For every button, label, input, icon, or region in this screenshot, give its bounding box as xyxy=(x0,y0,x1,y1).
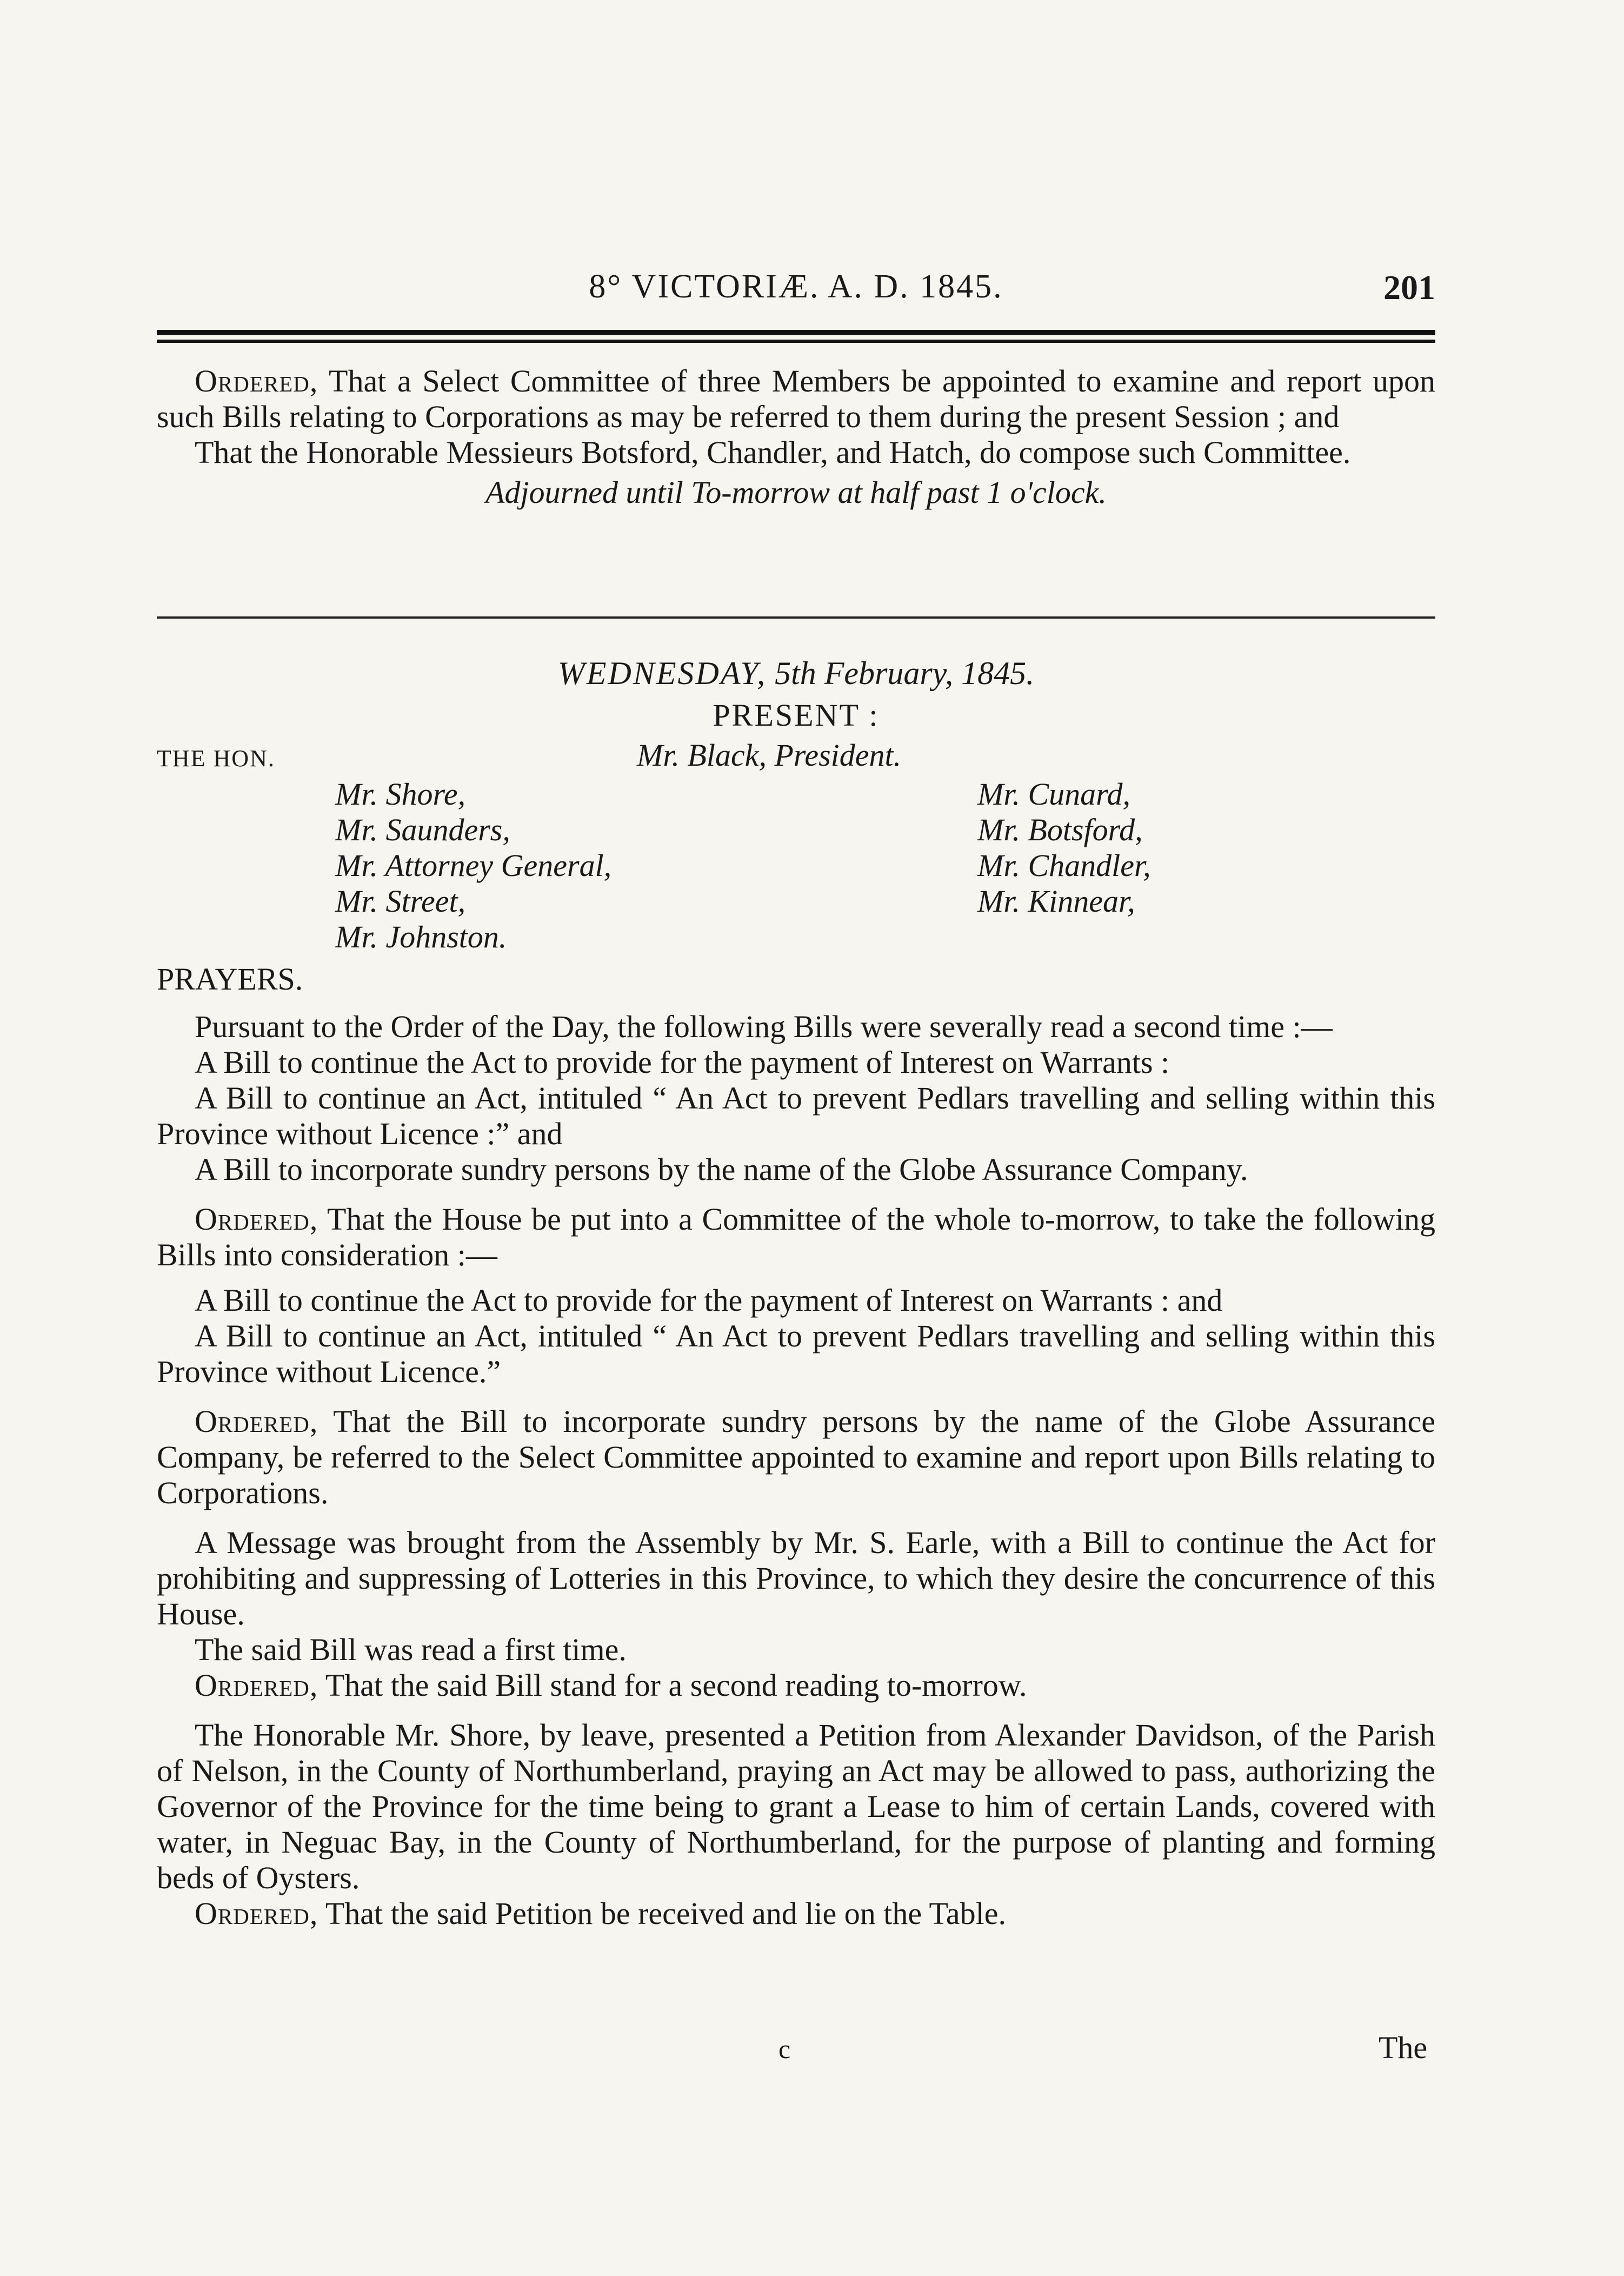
the-hon-label: THE HON. xyxy=(157,745,275,772)
page-number: 201 xyxy=(1383,268,1435,307)
prayers-heading: PRAYERS. xyxy=(157,961,303,997)
bill-item: A Bill to continue an Act, intituled “ An Act to prevent Pedlars travelling and selling within this Province without Licence :” and xyxy=(157,1080,1435,1151)
first-reading-line: The said Bill was read a first time. xyxy=(195,1632,627,1667)
committee-composition: That the Honorable Messieurs Botsford, Chandler, and Hatch, do compose such Committee. xyxy=(195,435,1351,470)
member-name: Mr. Attorney General, xyxy=(335,848,612,883)
ordered-text: That the said Petition be received and lie on the Table. xyxy=(318,1896,1007,1931)
members-left-column xyxy=(335,777,611,955)
present-heading: PRESENT : xyxy=(713,698,880,733)
prev-day-section xyxy=(157,363,1435,510)
bill-item: A Bill to continue the Act to provide for the payment of Interest on Warrants : xyxy=(195,1045,1170,1080)
ordered-text: That a Select Committee of three Members be appointed to examine and report upon such Bills relating to Corporations as may be referred to them during the present Session ; and xyxy=(157,363,1435,434)
second-reading-paragraph: Pursuant to the Order of the Day, the following Bills were severally read a second time :— xyxy=(195,1009,1333,1044)
section-divider xyxy=(157,616,1435,619)
ordered-label: Ordered, xyxy=(195,1896,318,1931)
bill-item: A Bill to incorporate sundry persons by the name of the Globe Assurance Company. xyxy=(195,1152,1248,1187)
ordered-paragraph xyxy=(157,1668,1435,1703)
adjournment-note: Adjourned until To-morrow at half past 1 o'clock. xyxy=(485,475,1107,510)
member-name: Mr. Shore, xyxy=(335,777,466,812)
member-name: Mr. Chandler, xyxy=(977,848,1151,883)
ordered-label: Ordered, xyxy=(195,1202,318,1237)
ordered-text: That the said Bill stand for a second reading to-morrow. xyxy=(318,1668,1027,1703)
date-weekday: WEDNESDAY, xyxy=(557,655,767,691)
bill-item: A Bill to continue an Act, intituled “ An Act to prevent Pedlars travelling and selling within this Province without Licence.” xyxy=(157,1318,1435,1389)
catchword: The xyxy=(1379,2030,1428,2065)
president-name: Mr. Black, President. xyxy=(637,738,902,773)
header-rule xyxy=(157,330,1435,343)
date-rest: 5th February, 1845. xyxy=(775,655,1035,691)
members-right-column xyxy=(977,777,1151,919)
page-header xyxy=(157,268,1435,316)
ordered-paragraph xyxy=(157,1202,1435,1273)
ordered-text: That the House be put into a Committee of the whole to-morrow, to take the following Bills into consideration :— xyxy=(157,1202,1435,1272)
ordered-paragraph xyxy=(157,1404,1435,1511)
member-name: Mr. Botsford, xyxy=(977,812,1143,847)
running-title: 8° VICTORIÆ. A. D. 1845. xyxy=(589,268,1003,305)
ordered-label: Ordered, xyxy=(195,1668,318,1703)
proceedings-body xyxy=(157,1009,1435,1932)
signature-mark: c xyxy=(778,2034,791,2064)
member-name: Mr. Johnston. xyxy=(335,919,507,954)
member-name: Mr. Saunders, xyxy=(335,812,510,847)
ordered-text: That the Bill to incorporate sundry persons by the name of the Globe Assurance Company, be referred to the Select Committee appointed to examine and report upon Bills relating to Corporations. xyxy=(157,1404,1435,1510)
ordered-label: Ordered, xyxy=(195,363,318,399)
day-heading xyxy=(157,655,1435,691)
member-name: Mr. Street, xyxy=(335,884,466,919)
ordered-label: Ordered, xyxy=(195,1404,318,1439)
member-name: Mr. Cunard, xyxy=(977,777,1131,812)
ordered-paragraph xyxy=(157,1896,1435,1932)
ordered-paragraph xyxy=(157,363,1435,435)
petition-paragraph: The Honorable Mr. Shore, by leave, presented a Petition from Alexander Davidson, of the Parish of Nelson, in the County of Northumberland, praying an Act may be allowed to pass, authorizing the Governor of the Province for the time being to grant a Lease to him of certain Lands, covered with water, in Neguac Bay, in the County of Northumberland, for the purpose of planting and forming beds of Oysters. xyxy=(157,1717,1435,1895)
member-name: Mr. Kinnear, xyxy=(977,884,1135,919)
bill-item: A Bill to continue the Act to provide for the payment of Interest on Warrants : and xyxy=(195,1283,1223,1318)
message-paragraph: A Message was brought from the Assembly by Mr. S. Earle, with a Bill to continue the Act for prohibiting and suppressing of Lotteries in this Province, to which they desire the concurrence of this House. xyxy=(157,1525,1435,1631)
